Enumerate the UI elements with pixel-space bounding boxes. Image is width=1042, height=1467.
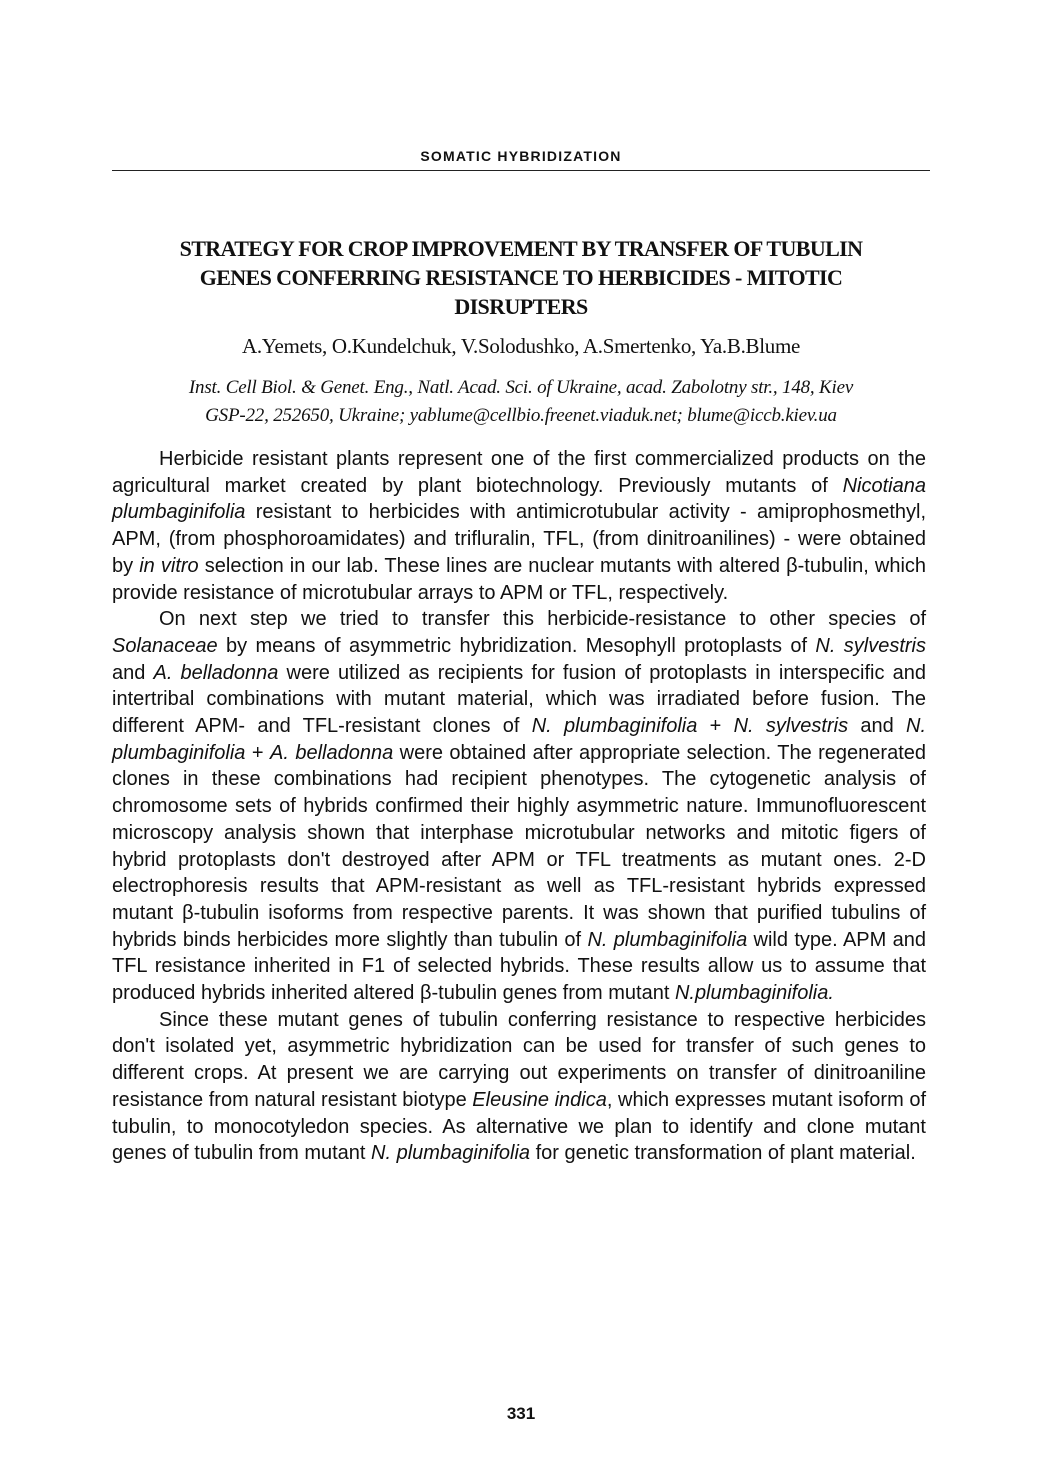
page-number: 331 — [506, 1404, 536, 1423]
p1-italic-2: in vitro — [139, 554, 199, 577]
affiliation — [112, 374, 930, 430]
paragraph-2 — [112, 606, 926, 1007]
title-line-2: GENES CONFERRING RESISTANCE TO HERBICIDES - MITOTIC — [199, 265, 843, 290]
p1-text-2: resistant to herbicides with antimicrotubular activity - amiprophosmethyl, APM, (from phosphoroamidates) and trifluralin, TFL, (from dinitroanilines) - were obtained by — [112, 501, 926, 577]
p2-text-6: and — [848, 715, 906, 738]
p2-italic-5: N. sylvestris — [733, 715, 849, 738]
p3-italic-1: Eleusine indica — [472, 1088, 607, 1111]
p2-italic-2: N. sylvestris — [815, 634, 926, 657]
affiliation-line-2: GSP-22, 252650, Ukraine; yablume@cellbio.freenet.viaduk.net; blume@iccb.kiev.ua — [205, 405, 837, 426]
title-line-1: STRATEGY FOR CROP IMPROVEMENT BY TRANSFER OF TUBULIN — [179, 236, 863, 261]
authors: A.Yemets, O.Kundelchuk, V.Solodushko, A.Smertenko, Ya.B.Blume — [241, 334, 801, 358]
p2-italic-7: A. belladonna — [269, 741, 394, 764]
header-rule — [112, 170, 930, 171]
p2-text-8: were obtained after appropriate selection. The regenerated clones in these combinations had recipient phenotypes. The cytogenetic analysis of chromosome sets of hybrids confirmed their highly asymmetric nature. Immunofluorescent microscopy analysis shown that interphase microtubular networks and mitotic figers of hybrid protoplasts don't destroyed after APM or TFL treatments as mutant ones. 2-D electrophoresis results that APM-resistant as well as TFL-resistant hybrids expressed mutant β-tubulin isoforms from respective parents. It was shown that purified tubulins of hybrids binds herbicides more slightly than tubulin of — [112, 741, 927, 951]
p2-text-9: wild type. APM and TFL resistance inherited in F1 of selected hybrids. These results allow us to assume that produced hybrids inherited altered β-tubulin genes from mutant — [112, 928, 926, 1005]
p2-italic-6: N. plumbaginifolia — [112, 715, 926, 764]
p1-text-1: Herbicide resistant plants represent one of the first commercialized products on the agricultural market created by plant biotechnology. Previously mutants of — [112, 448, 926, 497]
paragraph-1 — [112, 446, 926, 606]
title-line-3: DISRUPTERS — [454, 294, 588, 319]
paper-title — [112, 234, 930, 321]
p2-italic-1: Solanaceae — [112, 634, 218, 657]
p1-italic-1: Nicotiana plumbaginifolia — [112, 474, 926, 524]
p2-text-3: and — [112, 661, 154, 684]
p2-text-5: + — [697, 715, 734, 738]
p2-text-2: by means of asymmetric hybridization. Mesophyll protoplasts of — [217, 634, 816, 657]
p2-italic-8: N. plumbaginifolia — [587, 928, 748, 951]
p3-text-2: , which expresses mutant isoform of tubulin, to monocotyledon species. As alternative we plan to identify and clone mutant genes of tubulin from mutant — [112, 1088, 927, 1165]
affiliation-line-1: Inst. Cell Biol. & Genet. Eng., Natl. Acad. Sci. of Ukraine, acad. Zabolotny str., 148, Kiev — [188, 377, 854, 398]
p3-italic-2: N. plumbaginifolia — [371, 1142, 531, 1165]
p3-text-1: Since these mutant genes of tubulin conferring resistance to respective herbicides don't isolated yet, asymmetric hybridization can be used for transfer of such genes to different crops. At present we are carrying out experiments on transfer of dinitroaniline resistance from natural resistant biotype — [112, 1008, 926, 1111]
p2-text-7: + — [245, 741, 270, 764]
p2-text-4: were utilized as recipients for fusion of protoplasts in interspecific and intertribal combinations with mutant material, which was irradiated before fusion. The different APM- and TFL-resistant clones of — [112, 661, 926, 738]
p3-text-3: for genetic transformation of plant material. — [530, 1142, 916, 1165]
p1-text-3: selection in our lab. These lines are nuclear mutants with altered β-tubulin, which provide resistance of microtubular arrays to APM or TFL, respectively. — [112, 554, 927, 604]
p2-italic-9: N.plumbaginifolia. — [674, 982, 834, 1005]
paragraph-3 — [112, 1007, 926, 1167]
p2-italic-3: A. belladonna — [153, 661, 279, 684]
p2-text-1: On next step we tried to transfer this herbicide-resistance to other species of — [159, 608, 926, 631]
section-header: SOMATIC HYBRIDIZATION — [420, 148, 622, 164]
abstract-body — [112, 446, 926, 1167]
p2-italic-4: N. plumbaginifolia — [531, 715, 698, 738]
